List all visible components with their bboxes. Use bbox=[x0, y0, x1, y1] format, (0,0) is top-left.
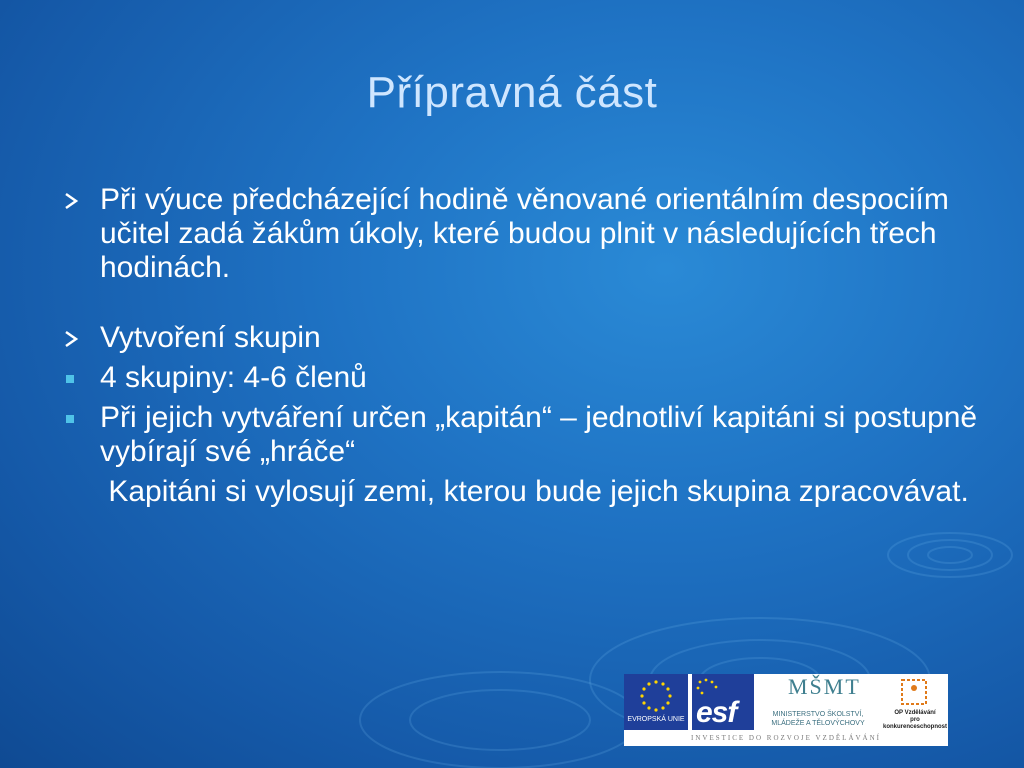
bullet-item bbox=[62, 401, 992, 469]
continuation-paragraph: Kapitáni si vylosují zemi, kterou bude jejich skupina zpracovávat. bbox=[100, 475, 969, 508]
msmt-label-line-2: MLÁDEŽE A TĚLOVÝCHOVY bbox=[771, 720, 865, 727]
bullet-text: Při výuce předcházející hodině věnované orientálním despociím učitel zadá žákům úkoly, které budou plnit v následujících třech hodinách. bbox=[100, 183, 949, 284]
msmt-logo bbox=[758, 674, 878, 730]
msmt-mark: MŠMT bbox=[788, 674, 861, 699]
eu-flag-logo bbox=[624, 674, 688, 730]
bullet-item bbox=[62, 361, 992, 395]
slide-body bbox=[62, 183, 992, 509]
msmt-label-line-1: MINISTERSTVO ŠKOLSTVÍ, bbox=[772, 711, 864, 718]
op-label-line-2: pro konkurenceschopnost bbox=[882, 717, 947, 730]
op-label-line-1: OP Vzdělávání bbox=[894, 710, 936, 716]
op-shape-icon bbox=[882, 674, 948, 710]
square-bullet-icon bbox=[62, 361, 92, 395]
op-vzdelavani-logo bbox=[882, 674, 948, 730]
bullet-item bbox=[62, 321, 992, 355]
slide-title: Přípravná část bbox=[366, 68, 658, 117]
msmt-label bbox=[758, 710, 878, 728]
eu-label: EVROPSKÁ UNIE bbox=[627, 716, 685, 723]
eu-stars-icon bbox=[624, 674, 688, 718]
footer-logo-strip bbox=[624, 674, 948, 746]
square-bullet-icon bbox=[62, 401, 92, 435]
arrow-bullet-icon bbox=[62, 183, 92, 217]
esf-logo bbox=[692, 674, 754, 730]
bullet-item bbox=[62, 183, 992, 285]
esf-stars-icon bbox=[692, 674, 754, 698]
bullet-text: Vytvoření skupin bbox=[100, 321, 321, 354]
esf-wordmark: esf bbox=[696, 696, 737, 729]
bullet-text: 4 skupiny: 4-6 členů bbox=[100, 361, 367, 394]
bullet-text: Při jejich vytváření určen „kapitán“ – jednotliví kapitáni si postupně vybírají své „hráče“ bbox=[100, 401, 978, 468]
op-label bbox=[882, 710, 948, 731]
logo-caption: INVESTICE DO ROZVOJE VZDĚLÁVÁNÍ bbox=[691, 734, 881, 742]
arrow-bullet-icon bbox=[62, 321, 92, 355]
